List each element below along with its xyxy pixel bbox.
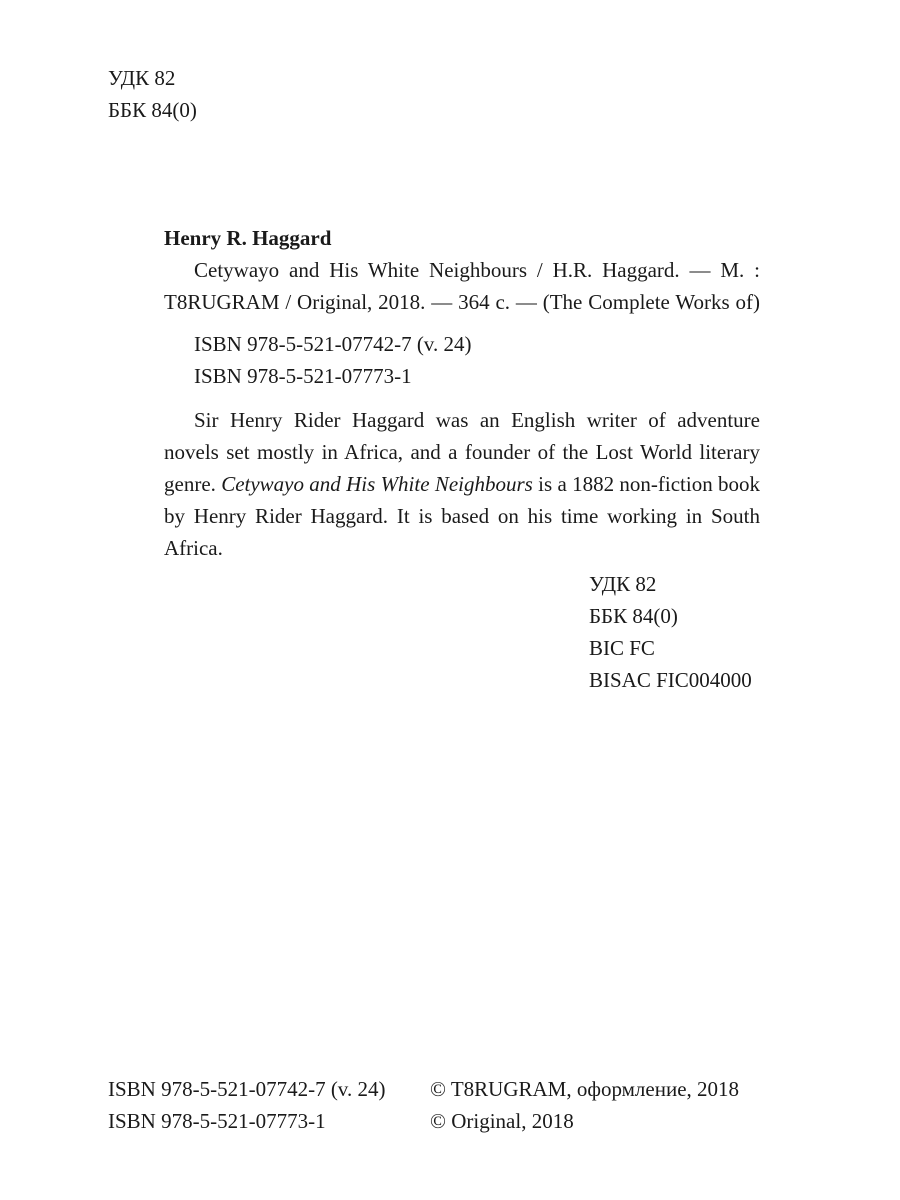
copyright-original: © Original, 2018 — [430, 1109, 574, 1133]
footer-isbn-set: ISBN 978-5-521-07773-1 — [108, 1109, 326, 1133]
isbn-block — [194, 328, 471, 392]
udk-code: УДК 82 — [589, 572, 657, 596]
summary-text-part1: Sir Henry Rider Haggard was an English writer of adventure novels set mostly in Africa, and a founder of the Lost World literary genre. — [164, 408, 760, 496]
classification-codes — [589, 568, 752, 696]
footer-copyright — [430, 1073, 739, 1137]
isbn-set: ISBN 978-5-521-07773-1 — [194, 364, 412, 388]
book-summary — [164, 404, 760, 564]
footer-isbn-volume: ISBN 978-5-521-07742-7 (v. 24) — [108, 1077, 386, 1101]
summary-text-part2: is a 1882 non-fiction book by Henry Rider Haggard. It is based on his time working in South Africa. — [164, 472, 760, 560]
summary-paragraph — [164, 404, 760, 564]
footer-isbn — [108, 1073, 385, 1137]
summary-book-title: Cetywayo and His White Neighbours — [221, 472, 533, 496]
bbk-code: ББК 84(0) — [589, 604, 678, 628]
udk-code: УДК 82 — [108, 66, 176, 90]
author-name: Henry R. Haggard — [164, 226, 332, 250]
copyright-design: © T8RUGRAM, оформление, 2018 — [430, 1077, 740, 1101]
top-classification-codes — [108, 62, 197, 126]
bibliographic-record — [164, 222, 760, 318]
bbk-code: ББК 84(0) — [108, 98, 197, 122]
bisac-code: BISAC FIC004000 — [589, 668, 752, 692]
isbn-volume: ISBN 978-5-521-07742-7 (v. 24) — [194, 332, 472, 356]
bic-code: BIC FC — [589, 636, 655, 660]
title-line: Cetywayo and His White Neighbours / H.R. Haggard. — M. : — [194, 258, 760, 282]
publisher-line: T8RUGRAM / Original, 2018. — 364 с. — (The Complete Works of) — [164, 290, 760, 314]
